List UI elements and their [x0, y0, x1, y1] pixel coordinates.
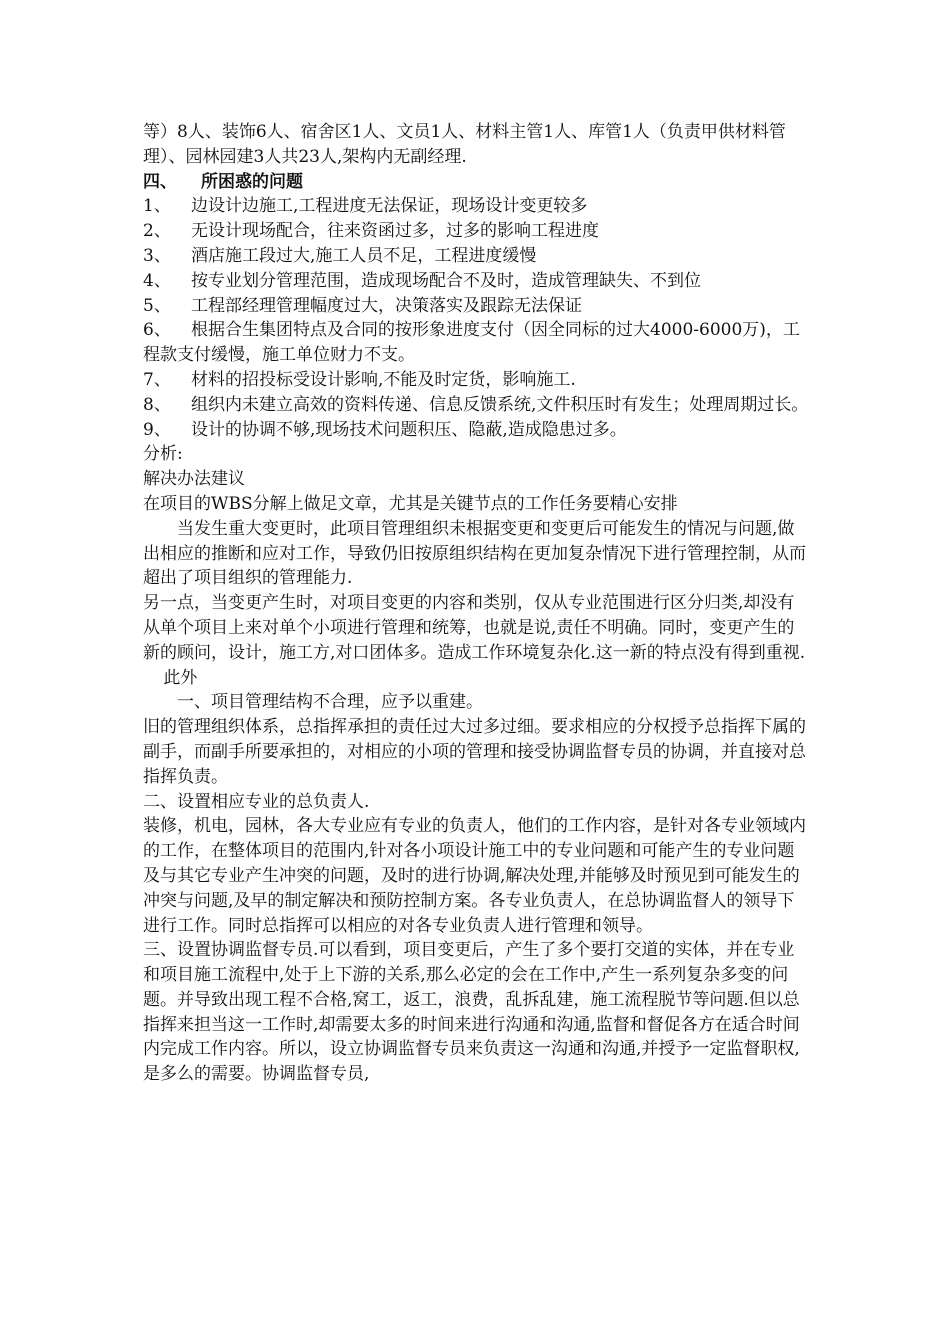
problem-number: 2、 [143, 221, 171, 242]
change-paragraph: 当发生重大变更时，此项目管理组织未根据变更和变更后可能发生的情况与问题,做出相应的推断和应对工作，导致仍旧按原组织结构在更加复杂情况下进行管理控制，从而超出了项目组织的管理能力. [143, 518, 806, 589]
problem-item [143, 194, 811, 219]
problem-number: 1、 [143, 196, 171, 217]
problem-item [143, 418, 811, 443]
solution-label: 解决办法建议 [143, 469, 245, 490]
problem-text: 酒店施工段过大,施工人员不足，工程进度缓慢 [191, 245, 537, 266]
problem-number: 7、 [143, 369, 171, 390]
besides-label: 此外 [163, 667, 198, 688]
problem-item [143, 294, 811, 319]
problem-text: 设计的协调不够,现场技术问题积压、隐蔽,造成隐患过多。 [191, 419, 627, 440]
problem-item [143, 368, 811, 393]
problem-number: 9、 [143, 419, 171, 440]
problem-text: 工程部经理管理幅度过大，决策落实及跟踪无法保证 [191, 295, 582, 316]
intro-paragraph: 等）8人、装饰6人、宿舍区1人、文员1人、材料主管1人、库管1人（负责甲供材料管理）、园林园建3人共23人,架构内无副经理. [143, 122, 786, 167]
problem-text: 按专业划分管理范围，造成现场配合不及时，造成管理缺失、不到位 [191, 270, 701, 291]
another-paragraph: 另一点，当变更产生时，对项目变更的内容和类别，仅从专业范围进行区分归类,却没有从单个项目上来对单个小项进行管理和统筹，也就是说,责任不明确。同时，变更产生的新的顾问，设计，施工方,对口团体多。造成工作环境复杂化.这一新的特点没有得到重视. [143, 593, 806, 663]
analysis-label: 分析: [143, 444, 183, 465]
point1-title: 一、项目管理结构不合理，应予以重建。 [177, 692, 483, 713]
problem-item [143, 269, 811, 294]
wbs-paragraph: 在项目的WBS分解上做足文章，尤其是关键节点的工作任务要精心安排 [143, 493, 678, 514]
point2-body: 装修，机电，园林，各大专业应有专业的负责人，他们的工作内容，是针对各专业领域内的工作，在整体项目的范围内,针对各小项设计施工中的专业问题和可能产生的专业问题及与其它专业产生冲突的问题，及时的进行协调,解决处理,并能够及时预见到可能发生的冲突与问题,及早的制定解决和预防控制方案。各专业负责人，在总协调监督人的领导下进行工作。同时总指挥可以相应的对各专业负责人进行管理和领导。 [143, 816, 806, 936]
problem-item [143, 393, 811, 418]
problem-item [143, 318, 811, 368]
point3-paragraph: 三、设置协调监督专员.可以看到，项目变更后，产生了多个要打交道的实体，并在专业和项目施工流程中,处于上下游的关系,那么必定的会在工作中,产生一系列复杂多变的问题。并导致出现工程不合格,窝工，返工，浪费，乱拆乱建，施工流程脱节等问题.但以总指挥来担当这一工作时,却需要太多的时间来进行沟通和沟通,监督和督促各方在适合时间内完成工作内容。所以，设立协调监督专员来负责这一沟通和沟通,并授予一定监督职权,是多么的需要。协调监督专员, [143, 940, 800, 1085]
point1-body: 旧的管理组织体系，总指挥承担的责任过大过多过细。要求相应的分权授予总指挥下属的副手，而副手所要承担的，对相应的小项的管理和接受协调监督专员的协调，并直接对总指挥负责。 [143, 717, 806, 787]
document-page [143, 120, 811, 1087]
problem-item [143, 244, 811, 269]
problem-text: 根据合生集团特点及合同的按形象进度支付（因全同标的过大4000-6000万)，工程款支付缓慢，施工单位财力不支。 [143, 320, 800, 366]
section-title: 所困惑的问题 [201, 171, 303, 192]
problem-item [143, 219, 811, 244]
problem-number: 8、 [143, 394, 171, 415]
point2-title: 二、设置相应专业的总负责人. [143, 791, 370, 812]
problem-text: 材料的招投标受设计影响,不能及时定货，影响施工. [191, 369, 576, 390]
section-heading [143, 170, 811, 195]
section-number: 四、 [143, 171, 177, 192]
problem-text: 组织内未建立高效的资料传递、信息反馈系统,文件积压时有发生；处理周期过长。 [191, 394, 809, 415]
problem-number: 6、 [143, 320, 171, 341]
problem-text: 边设计边施工,工程进度无法保证，现场设计变更较多 [191, 196, 588, 217]
problem-number: 5、 [143, 295, 171, 316]
problem-number: 4、 [143, 270, 171, 291]
problem-number: 3、 [143, 245, 171, 266]
problem-text: 无设计现场配合，往来资函过多，过多的影响工程进度 [191, 221, 599, 242]
